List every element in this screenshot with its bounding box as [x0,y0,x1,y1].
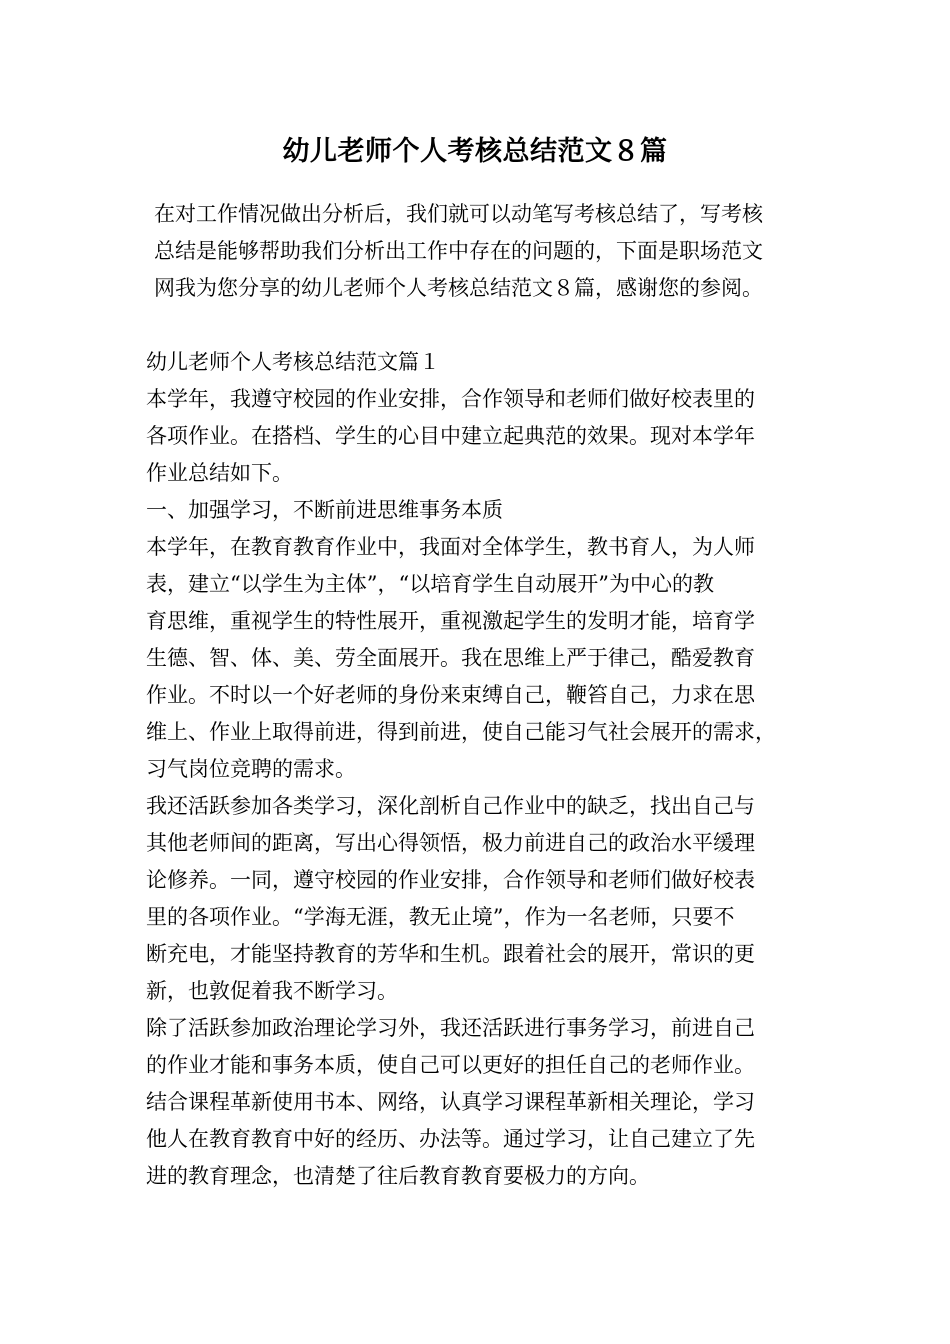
body-line: 结合课程革新使用书本、网络，认真学习课程革新相关理论，学习 [146,1090,755,1114]
body-line: 习气岗位竞聘的需求。 [146,757,356,781]
paragraph-spacer [146,307,814,344]
body-paragraph-1 [146,381,814,492]
body-line: 里的各项作业。“学海无涯，教无止境”，作为一名老师，只要不 [146,905,735,929]
body-line: 生德、智、体、美、劳全面展开。我在思维上严于律己，酷爱教育 [146,646,755,670]
body-line: 本学年，我遵守校园的作业安排，合作领导和老师们做好校表里的 [146,387,755,411]
body-line: 进的教育理念，也清楚了往后教育教育要极力的方向。 [146,1164,650,1188]
body-paragraph-3 [146,788,814,1010]
document-title: 幼儿老师个人考核总结范文８篇 [282,136,668,167]
body-line: 论修养。一同，遵守校园的作业安排，合作领导和老师们做好校表 [146,868,755,892]
body-line: 维上、作业上取得前进，得到前进，使自己能习气社会展开的需求， [146,720,776,744]
body-line: 育思维，重视学生的特性展开，重视激起学生的发明才能，培育学 [146,609,755,633]
body-line: 我还活跃参加各类学习，深化剖析自己作业中的缺乏，找出自己与 [146,794,755,818]
document-body [146,196,814,1195]
body-line: 其他老师间的距离，写出心得领悟，极力前进自己的政治水平缓理 [146,831,755,855]
body-line: 断充电，才能坚持教育的芳华和生机。跟着社会的展开，常识的更 [146,942,755,966]
body-line: 他人在教育教育中好的经历、办法等。通过学习，让自己建立了先 [146,1127,755,1151]
intro-paragraph [146,196,814,307]
body-line: 除了活跃参加政治理论学习外，我还活跃进行事务学习，前进自己 [146,1016,755,1040]
section-heading: 幼儿老师个人考核总结范文篇１ [146,350,440,374]
body-paragraph-4 [146,1010,814,1195]
body-line: 作业总结如下。 [146,461,293,485]
intro-line: 网我为您分享的幼儿老师个人考核总结范文８篇，感谢您的参阅。 [154,276,763,300]
body-line: 本学年，在教育教育作业中，我面对全体学生，教书育人，为人师 [146,535,755,559]
subheading-1: 一、加强学习，不断前进思维事务本质 [146,498,503,522]
intro-line: 总结是能够帮助我们分析出工作中存在的问题的，下面是职场范文 [154,239,763,263]
intro-line: 在对工作情况做出分析后，我们就可以动笔写考核总结了，写考核 [154,202,763,226]
body-line: 新，也敦促着我不断学习。 [146,979,398,1003]
body-line: 作业。不时以一个好老师的身份来束缚自己，鞭笞自己，力求在思 [146,683,755,707]
body-line: 表，建立“以学生为主体”，“以培育学生自动展开”为中心的教 [146,572,714,596]
body-line: 各项作业。在搭档、学生的心目中建立起典范的效果。现对本学年 [146,424,755,448]
body-line: 的作业才能和事务本质，使自己可以更好的担任自己的老师作业。 [146,1053,755,1077]
body-paragraph-2 [146,529,814,788]
